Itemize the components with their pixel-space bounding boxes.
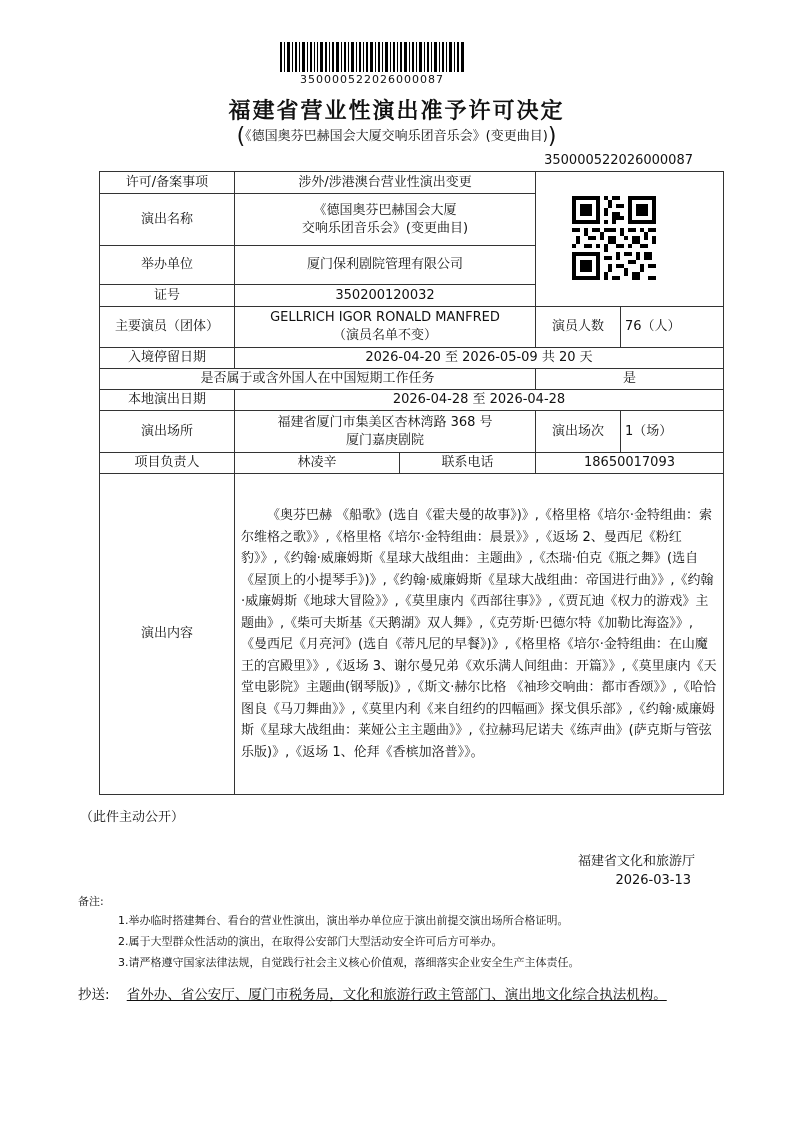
organizer-value: 厦门保利剧院管理有限公司	[235, 246, 536, 285]
show-name-label: 演出名称	[100, 194, 235, 246]
foreign-work-label: 是否属于或含外国人在中国短期工作任务	[100, 369, 536, 390]
issue-date: 2026-03-13	[615, 873, 691, 888]
permit-item-value: 涉外/涉港澳台营业性演出变更	[235, 172, 536, 194]
stay-dates-label: 入境停留日期	[100, 348, 235, 369]
subtitle-paren-close: )	[547, 124, 557, 149]
stay-dates-value: 2026-04-20 至 2026-05-09 共 20 天	[235, 348, 724, 369]
performers-label: 主要演员（团体）	[100, 307, 235, 348]
content-label: 演出内容	[100, 474, 235, 795]
license-label: 证号	[100, 285, 235, 307]
sessions-value: 1（场）	[621, 411, 724, 453]
page-title: 福建省营业性演出准予许可决定	[228, 99, 565, 124]
foreign-work-value: 是	[536, 369, 724, 390]
cc-label: 抄送:	[78, 987, 110, 1003]
content-value: 《奥芬巴赫 《船歌》(选自《霍夫曼的故事》)》,《格里格《培尔·金特组曲：索尔维格之歌》》,《格里格《培尔·金特组曲：晨景》》,《返场 2、曼西尼《粉红豹》》,《约翰·威廉姆斯《星球大战组曲：主题曲》,《杰瑞·伯克《瓶之舞》(选自《屋顶上的小提琴手》)》,《约翰·威廉姆斯《星球大战组曲：帝国进行曲》》,《约翰·威廉姆斯《地球大冒险》》,《莫里康内《西部往事》》,《贾瓦迪《权力的游戏》主题曲》,《柴可夫斯基《天鹅湖》双人舞》,《克劳斯·巴德尔特《加勒比海盗》》,《曼西尼《月亮河》(选自《蒂凡尼的早餐》)》,《格里格《培尔·金特组曲：在山魔王的宫殿里》》,《返场 3、谢尔曼兄弟《欢乐满人间组曲：开篇》》,《莫里康内《天堂电影院》主题曲(钢琴版)》,《斯文·赫尔比格 《袖珍交响曲：都市香颂》》,《哈恰图良《马刀舞曲》》,《莫里内利《来自纽约的四幅画》探戈俱乐部》,《约翰·威廉姆斯《星球大战组曲：莱娅公主主题曲》》,《拉赫玛尼诺夫《练声曲》(萨克斯与管弦乐版)》,《返场 1、伦拜《香槟加洛普》》。	[235, 474, 724, 795]
venue-value	[235, 411, 536, 453]
venue-label: 演出场所	[100, 411, 235, 453]
local-dates-label: 本地演出日期	[100, 390, 235, 411]
venue-line1: 福建省厦门市集美区杏林湾路 368 号	[277, 414, 493, 430]
organizer-label: 举办单位	[100, 246, 235, 285]
manager-value: 林凌辛	[235, 453, 400, 474]
document-number: 350000522026000087	[544, 153, 693, 168]
cc-value: 省外办、省公安厅、厦门市税务局，文化和旅游行政主管部门、演出地文化综合执法机构。	[126, 987, 667, 1003]
public-disclosure-note: （此件主动公开）	[80, 810, 185, 825]
performers-line1: GELLRICH IGOR RONALD MANFRED	[270, 310, 500, 325]
show-name-line1: 《德国奥芬巴赫国会大厦	[313, 202, 457, 218]
performer-count-value: 76（人）	[621, 307, 724, 348]
subtitle-paren-open: (	[236, 124, 246, 149]
note-item: 2.属于大型群众性活动的演出，在取得公安部门大型活动安全许可后方可举办。	[118, 935, 503, 948]
barcode	[280, 42, 464, 72]
barcode-number: 350000522026000087	[300, 73, 444, 86]
local-dates-value: 2026-04-28 至 2026-04-28	[235, 390, 724, 411]
venue-line2: 厦门嘉庚剧院	[346, 432, 425, 448]
subtitle-text: 《德国奥芬巴赫国会大厦交响乐团音乐会》(变更曲目)	[245, 129, 548, 144]
sessions-label: 演出场次	[536, 411, 621, 453]
carbon-copy	[78, 986, 723, 1005]
qr-code	[572, 196, 656, 280]
performer-count-label: 演员人数	[536, 307, 621, 348]
performers-value	[235, 307, 536, 348]
note-item: 3.请严格遵守国家法律法规，自觉践行社会主义核心价值观，落细落实企业安全生产主体责任。	[118, 956, 580, 969]
phone-value: 18650017093	[536, 453, 724, 474]
page-subtitle	[0, 124, 793, 149]
manager-label: 项目负责人	[100, 453, 235, 474]
permit-item-label: 许可/备案事项	[100, 172, 235, 194]
notes-heading: 备注:	[78, 895, 104, 908]
performers-line2: （演员名单不变）	[333, 328, 438, 343]
issuing-authority: 福建省文化和旅游厅	[577, 854, 695, 869]
note-item: 1.举办临时搭建舞台、看台的营业性演出，演出举办单位应于演出前提交演出场所合格证明。	[118, 914, 569, 927]
show-name-line2: 交响乐团音乐会》(变更曲目)	[301, 220, 469, 236]
license-value: 350200120032	[235, 285, 536, 307]
phone-label: 联系电话	[400, 453, 536, 474]
show-name-value	[235, 194, 536, 246]
